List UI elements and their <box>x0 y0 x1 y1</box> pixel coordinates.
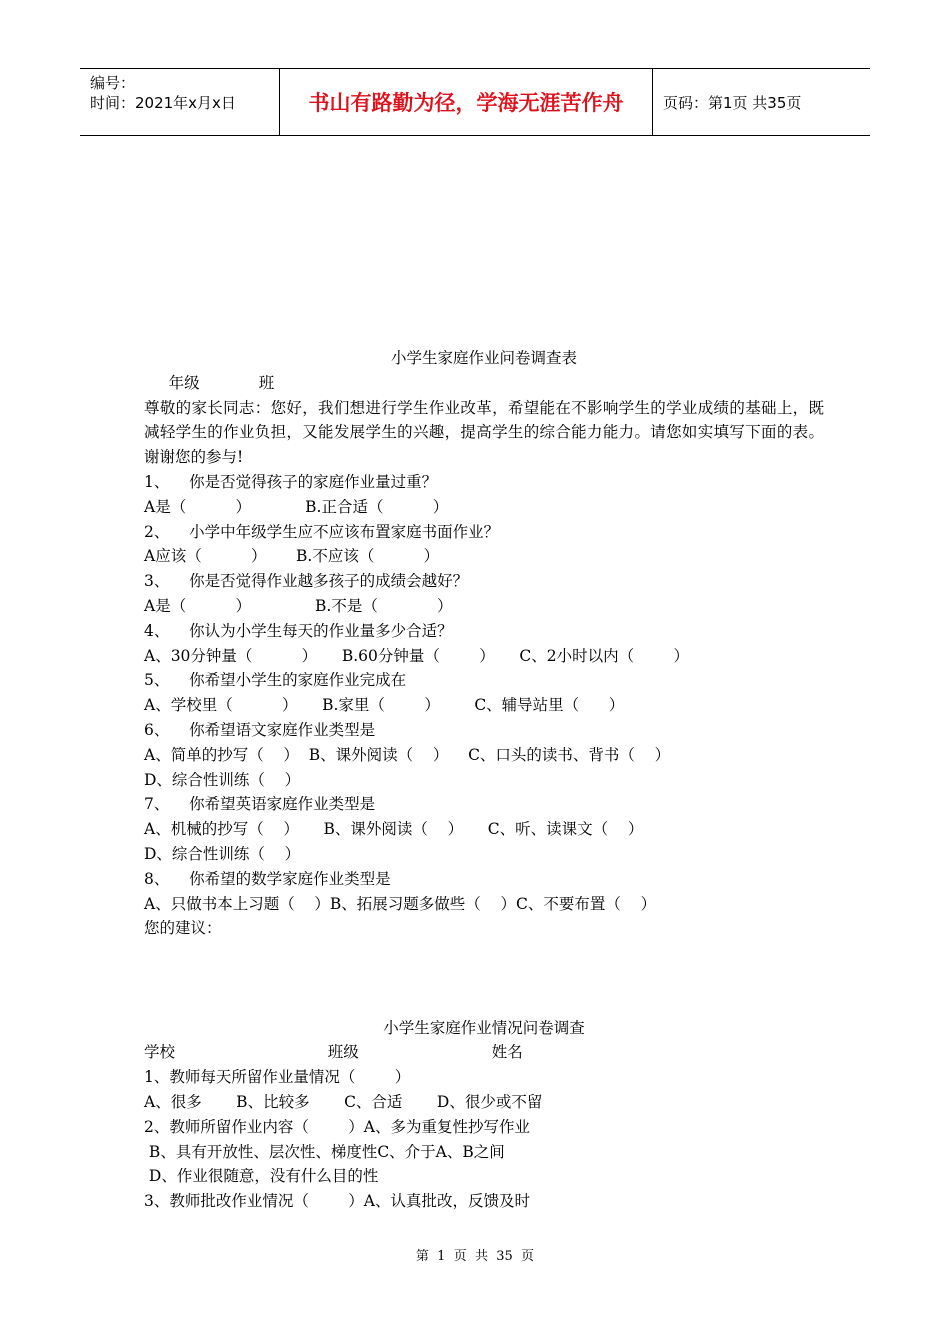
header-meta <box>80 69 280 135</box>
survey2-questions <box>144 1065 824 1214</box>
survey2-info-line: 学校 班级 姓名 <box>144 1043 523 1062</box>
page-footer: 第 1 页 共 35 页 <box>415 1249 535 1264</box>
question-line: B、具有开放性、层次性、梯度性C、介于A、B之间 <box>144 1142 505 1161</box>
question-line: 2、 小学中年级学生应不应该布置家庭书面作业？ <box>144 522 500 541</box>
question-line: D、作业很随意，没有什么目的性 <box>144 1167 379 1186</box>
question-line: A、很多 B、比较多 C、合适 D、很少或不留 <box>144 1092 543 1111</box>
header-page-info: 页码：第1页 共35页 <box>663 93 802 112</box>
question-line: 1、教师每天所留作业量情况（ ） <box>144 1068 411 1087</box>
header-motto: 书山有路勤为径，学海无涯苦作舟 <box>280 69 653 135</box>
survey1-title: 小学生家庭作业问卷调查表 <box>390 349 577 367</box>
question-line: 4、 你认为小学生每天的作业量多少合适？ <box>144 621 453 640</box>
code-label: 编号： <box>90 74 136 92</box>
question-line: 您的建议： <box>144 919 222 938</box>
question-line: 3、 你是否觉得作业越多孩子的成绩会越好？ <box>144 572 469 591</box>
page-header <box>80 68 870 136</box>
document-body <box>144 346 824 1214</box>
question-line: D、综合性训练（ ） <box>144 844 301 863</box>
question-line: 8、 你希望的数学家庭作业类型是 <box>144 869 391 888</box>
survey1-questions <box>144 470 824 941</box>
question-line: A、机械的抄写（ ） B、课外阅读（ ） C、听、读课文（ ） <box>144 820 644 839</box>
survey2-title: 小学生家庭作业情况问卷调查 <box>383 1018 585 1037</box>
question-line: A、只做书本上习题（ ）B、拓展习题多做些（ ）C、不要布置（ ） <box>144 894 657 913</box>
survey1-intro: 尊敬的家长同志：您好，我们想进行学生作业改革，希望能在不影响学生的学业成绩的基础上，既减轻学生的作业负担，又能发展学生的兴趣，提高学生的综合能力能力。请您如实填写下面的表。谢谢您的参与! <box>144 398 824 467</box>
question-line: 7、 你希望英语家庭作业类型是 <box>144 795 376 814</box>
time-label: 时间：2021年x月x日 <box>90 94 236 112</box>
question-line: 5、 你希望小学生的家庭作业完成在 <box>144 671 407 690</box>
question-line: A、简单的抄写（ ） B、课外阅读（ ） C、口头的读书、背书（ ） <box>144 745 671 764</box>
question-line: A、30分钟量（ ） B.60分钟量（ ） C、2小时以内（ ） <box>144 646 690 665</box>
question-line: 2、教师所留作业内容（ ）A、多为重复性抄写作业 <box>144 1117 530 1136</box>
question-line: A应该（ ） B.不应该（ ） <box>144 547 440 566</box>
question-line: A是（ ） B.正合适（ ） <box>144 497 449 516</box>
question-line: 1、 你是否觉得孩子的家庭作业量过重？ <box>144 472 438 491</box>
survey1-grade-line: 年级 班 <box>144 373 275 392</box>
question-line: A是（ ） B.不是（ ） <box>144 596 453 615</box>
question-line: A、学校里（ ） B.家里（ ） C、辅导站里（ ） <box>144 696 625 715</box>
question-line: 3、教师批改作业情况（ ）A、认真批改，反馈及时 <box>144 1192 530 1211</box>
question-line: 6、 你希望语文家庭作业类型是 <box>144 720 376 739</box>
question-line: D、综合性训练（ ） <box>144 770 301 789</box>
